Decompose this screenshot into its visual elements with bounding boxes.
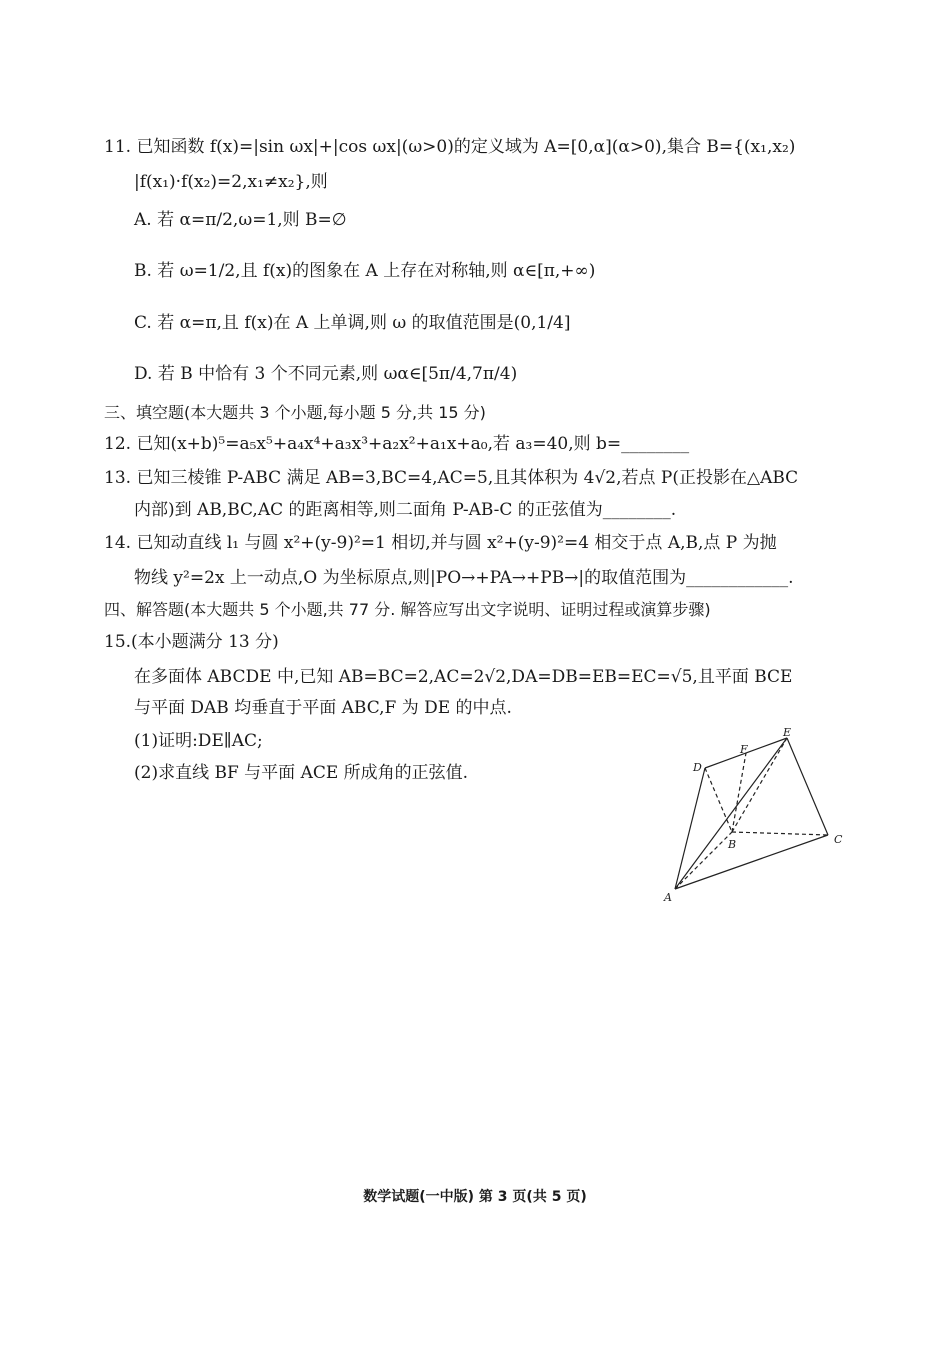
edge-ae [675,738,787,889]
section-4-heading: 四、解答题(本大题共 5 个小题,共 77 分. 解答应写出文字说明、证明过程或演算步骤) [104,600,711,619]
q15-line2: 与平面 DAB 均垂直于平面 ABC,F 为 DE 的中点. [134,698,512,718]
q15-heading: 15.(本小题满分 13 分) [104,632,279,652]
page-footer: 数学试题(一中版) 第 3 页(共 5 页) [363,1189,587,1205]
q13-line1: 13. 已知三棱锥 P-ABC 满足 AB=3,BC=4,AC=5,且其体积为 4√2,若点 P(正投影在△ABC [104,468,799,488]
edge-ad [675,768,705,889]
q15-part1: (1)证明:DE∥AC; [134,731,263,751]
q14-line2: 物线 y²=2x 上一动点,O 为坐标原点,则|PO→+PA→+PB→|的取值范围为____________. [134,568,794,588]
label-a: A [664,891,672,904]
q11-line1: 11. 已知函数 f(x)=|sin ωx|+|cos ωx|(ω>0)的定义域为 A=[0,α](α>0),集合 B={(x₁,x₂) [104,137,796,157]
label-e: E [783,726,792,739]
polyhedron-figure [660,725,860,910]
edge-ac [675,835,828,889]
q11-line2: |f(x₁)·f(x₂)=2,x₁≠x₂},则 [134,172,328,192]
label-d: D [693,761,702,774]
q11-option-a: A. 若 α=π/2,ω=1,则 B=∅ [134,210,347,230]
q15-line1: 在多面体 ABCDE 中,已知 AB=BC=2,AC=2√2,DA=DB=EB=EC=√5,且平面 BCE [134,667,793,687]
q13-line2: 内部)到 AB,BC,AC 的距离相等,则二面角 P-AB-C 的正弦值为________. [134,500,677,520]
q12: 12. 已知(x+b)⁵=a₅x⁵+a₄x⁴+a₃x³+a₂x²+a₁x+a₀,若 a₃=40,则 b=________ [104,434,690,454]
label-c: C [834,833,843,846]
edge-ab [675,832,732,889]
edge-ec [787,738,828,835]
edge-bc [732,832,828,835]
q11-option-b: B. 若 ω=1/2,且 f(x)的图象在 A 上存在对称轴,则 α∈[π,+∞) [134,261,596,281]
section-3-heading: 三、填空题(本大题共 3 个小题,每小题 5 分,共 15 分) [104,403,486,422]
q11-option-d: D. 若 B 中恰有 3 个不同元素,则 ωα∈[5π/4,7π/4) [134,364,518,384]
label-b: B [728,838,737,851]
edge-db [705,768,732,832]
segment-bf [732,753,746,832]
label-f: F [740,743,748,756]
q11-option-c: C. 若 α=π,且 f(x)在 A 上单调,则 ω 的取值范围是(0,1/4] [134,313,571,333]
q14-line1: 14. 已知动直线 l₁ 与圆 x²+(y-9)²=1 相切,并与圆 x²+(y-9)²=4 相交于点 A,B,点 P 为抛 [104,533,777,553]
q15-part2: (2)求直线 BF 与平面 ACE 所成角的正弦值. [134,763,469,783]
